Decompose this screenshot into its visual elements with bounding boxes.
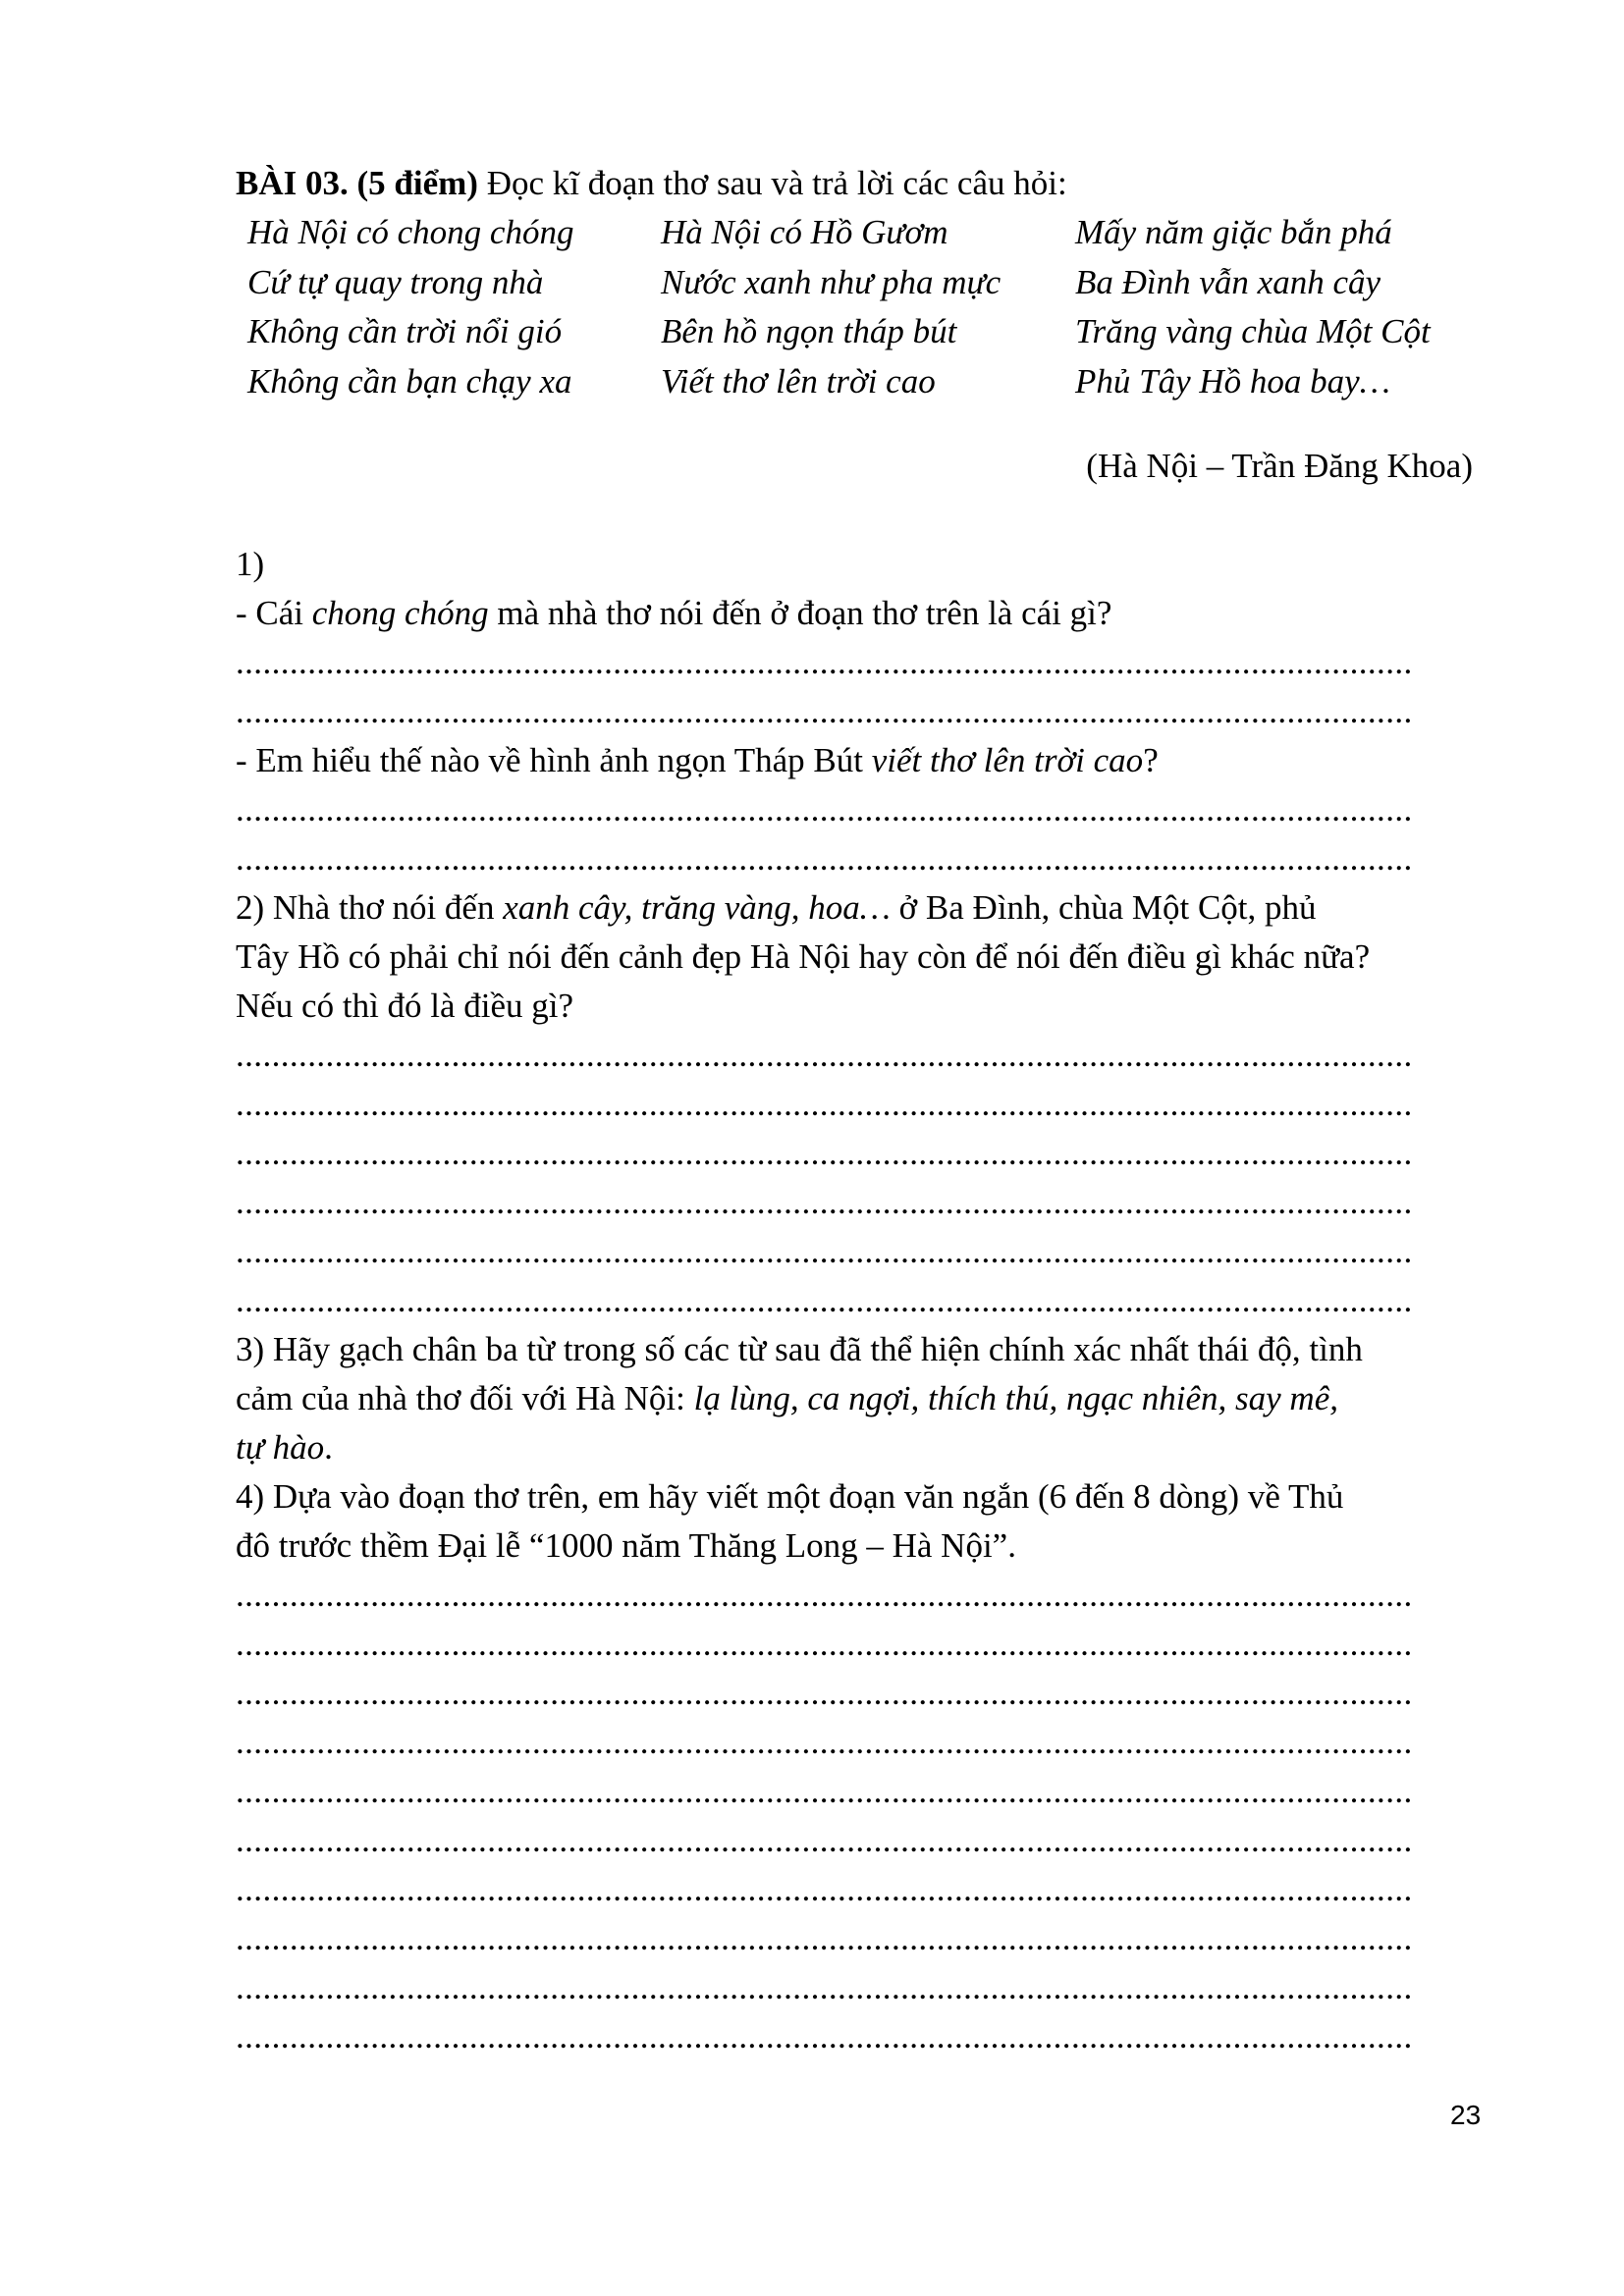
question-1b-italic: viết thơ lên trời cao [871, 741, 1144, 779]
answer-line[interactable]: ................................................................................................................................... [236, 839, 1413, 878]
question-2-line-2: Tây Hồ có phải chỉ nói đến cảnh đẹp Hà Nội hay còn để nói đến điều gì khác nữa? [236, 937, 1371, 976]
poem-line: Bên hồ ngọn tháp bút [661, 312, 957, 350]
answer-line[interactable]: ................................................................................................................................... [236, 643, 1413, 681]
answer-line[interactable]: ................................................................................................................................... [236, 1036, 1413, 1074]
question-4-line-2: đô trước thềm Đại lễ “1000 năm Thăng Long – Hà Nội”. [236, 1526, 1016, 1565]
poem-line: Hà Nội có Hồ Gươm [661, 213, 948, 251]
answer-line[interactable]: ................................................................................................................................... [236, 1674, 1413, 1712]
answer-line[interactable]: ................................................................................................................................... [236, 1821, 1413, 1859]
answer-line[interactable]: ................................................................................................................................... [236, 1772, 1413, 1810]
question-1b-text: - Em hiểu thế nào về hình ảnh ngọn Tháp Bút [236, 741, 872, 779]
question-1a [236, 589, 1475, 638]
question-1b [236, 736, 1475, 785]
question-2-text-end: ở Ba Đình, chùa Một Cột, phủ [890, 888, 1317, 927]
answer-line[interactable]: ................................................................................................................................... [236, 1625, 1413, 1663]
exercise-number: BÀI 03. (5 điểm) [236, 164, 478, 202]
question-2-line-3: Nếu có thì đó là điều gì? [236, 987, 574, 1025]
question-1a-text-end: mà nhà thơ nói đến ở đoạn thơ trên là cái gì? [488, 594, 1112, 632]
answer-line[interactable]: ................................................................................................................................... [236, 1281, 1413, 1319]
question-2-italic: xanh cây, trăng vàng, hoa… [503, 888, 891, 927]
poem-line: Nước xanh như pha mực [661, 262, 1001, 301]
worksheet-page [236, 159, 1475, 2061]
question-1a-text: - Cái [236, 594, 312, 632]
answer-line[interactable]: ................................................................................................................................... [236, 790, 1413, 828]
poem-line: Ba Đình vẫn xanh cây [1075, 262, 1381, 301]
answer-line[interactable]: ................................................................................................................................... [236, 692, 1413, 730]
page-number: 23 [1450, 2100, 1482, 2130]
poem-line: Không cần trời nổi gió [247, 312, 563, 350]
question-3-word-choices[interactable]: lạ lùng, ca ngợi, thích thú, ngạc nhiên, say mê, [693, 1379, 1338, 1417]
exercise-instruction: Đọc kĩ đoạn thơ sau và trả lời các câu hỏi: [477, 164, 1067, 202]
poem-line: Cứ tự quay trong nhà [247, 262, 544, 301]
poem-line: Mấy năm giặc bắn phá [1075, 213, 1392, 251]
poem [247, 208, 1475, 406]
poem-stanza-2 [661, 208, 1001, 406]
answer-line[interactable]: ................................................................................................................................... [236, 1968, 1413, 2006]
question-2-line-1 [236, 883, 1475, 933]
answer-line[interactable]: ................................................................................................................................... [236, 1575, 1413, 1614]
spacer [236, 491, 1475, 540]
question-3-line-1: 3) Hãy gạch chân ba từ trong số các từ sau đã thể hiện chính xác nhất thái độ, tình [236, 1330, 1363, 1368]
answer-line[interactable]: ................................................................................................................................... [236, 1134, 1413, 1172]
question-1b-text-end: ? [1143, 741, 1159, 779]
answer-line[interactable]: ................................................................................................................................... [236, 1232, 1413, 1270]
question-3-word-choice-last[interactable]: tự hào [236, 1428, 325, 1467]
answer-line[interactable]: ................................................................................................................................... [236, 1870, 1413, 1908]
question-3-line-2 [236, 1374, 1475, 1423]
answer-line[interactable]: ................................................................................................................................... [236, 1183, 1413, 1221]
poem-line: Phủ Tây Hồ hoa bay… [1075, 361, 1390, 400]
poem-line: Trăng vàng chùa Một Cột [1075, 312, 1431, 350]
poem-line: Không cần bạn chạy xa [247, 361, 572, 400]
question-3-text-end: . [324, 1428, 333, 1467]
answer-line[interactable]: ................................................................................................................................... [236, 1723, 1413, 1761]
question-1a-italic: chong chóng [311, 594, 489, 632]
question-2-text: 2) Nhà thơ nói đến [236, 888, 504, 927]
question-4-line-1: 4) Dựa vào đoạn thơ trên, em hãy viết một đoạn văn ngắn (6 đến 8 dòng) về Thủ [236, 1477, 1344, 1516]
poem-stanza-1 [247, 208, 573, 406]
poem-line: Viết thơ lên trời cao [661, 361, 936, 400]
answer-line[interactable]: ................................................................................................................................... [236, 2017, 1413, 2056]
poem-line: Hà Nội có chong chóng [247, 213, 574, 251]
answer-line[interactable]: ................................................................................................................................... [236, 1085, 1413, 1123]
answer-line[interactable]: ................................................................................................................................... [236, 1919, 1413, 1957]
question-1-label: 1) [236, 545, 265, 583]
exercise-heading [236, 159, 1475, 208]
question-3-text: cảm của nhà thơ đối với Hà Nội: [236, 1379, 694, 1417]
question-3-line-3 [236, 1423, 1475, 1472]
poem-stanza-3 [1075, 208, 1431, 406]
poem-source: (Hà Nội – Trần Đăng Khoa) [1086, 447, 1473, 485]
